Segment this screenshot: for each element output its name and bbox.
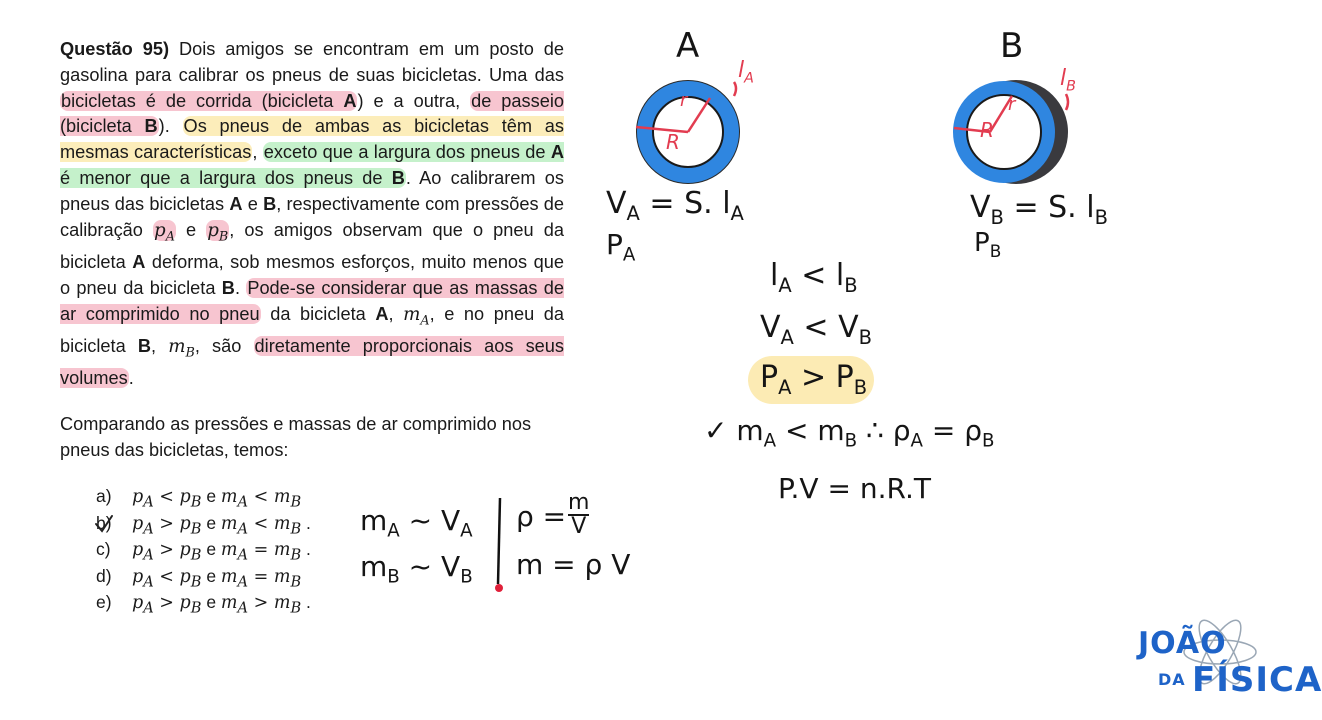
option-a[interactable]: a) $p_A < p_B$ e $m_A < m_B$ <box>96 486 302 511</box>
highlight-yellow: Os pneus de ambas as bicicletas têm as mesmas características <box>60 116 564 163</box>
step-volume: $V_A < V_B$ <box>760 310 872 349</box>
logo-line2: DA <box>1158 670 1186 689</box>
option-b[interactable]: b) $p_A > p_B$ e $m_A < m_B$ . <box>96 512 311 537</box>
option-c[interactable]: c) $p_A > p_B$ e $m_A = m_B$ . <box>96 539 311 564</box>
math-pA: $p_A$ <box>154 219 175 245</box>
question-label: Questão 95) <box>60 39 170 59</box>
divider-line <box>494 496 506 596</box>
answer-options <box>96 483 311 616</box>
checkmark-icon: ✓ <box>704 414 728 447</box>
volume-A-eq: $V_A = S$. $l_A$ <box>606 186 744 225</box>
mass-eq: m = ρ V <box>516 548 631 581</box>
step-mass-density: ✓ $m_A < m_B$ ∴ $\rho_A = \rho_B$ <box>704 414 995 452</box>
checkmark-icon <box>94 514 114 534</box>
highlight-green: exceto que a largura dos pneus de A é menor que a largura dos pneus de B <box>60 142 565 188</box>
radius-r-label: r <box>1008 94 1016 115</box>
radius-R-label: R <box>666 130 680 154</box>
volume-B-eq: $V_B = S$. $l_B$ <box>970 190 1108 229</box>
highlight-pink: de passeio (bicicleta B <box>60 90 564 137</box>
math-pB: $p_B$ <box>207 219 229 245</box>
logo-line3: FÍSICA <box>1192 660 1322 700</box>
tire-A-diagram <box>630 72 750 192</box>
width-lB-label: $l_B$ <box>1060 66 1076 95</box>
brand-logo <box>1130 622 1322 712</box>
step-width: $l_A < l_B$ <box>770 258 858 297</box>
question-prompt: Comparando as pressões e massas de ar comprimido nos pneus das bicicletas, temos: <box>60 414 532 460</box>
option-e[interactable]: e) $p_A > p_B$ e $m_A > m_B$ . <box>96 592 311 617</box>
width-lA-label: $l_A$ <box>738 58 754 87</box>
label-A: A <box>676 26 700 66</box>
pressure-B: $P_B$ <box>974 228 1002 262</box>
prop-mA-VA: $m_A$ ~ $V_A$ <box>360 504 473 542</box>
math-mB: $m_B$ <box>168 336 195 361</box>
radius-R-label: R <box>980 118 994 142</box>
label-B: B <box>1000 26 1024 66</box>
step-pressure: $P_A > P_B$ <box>760 360 868 399</box>
highlight-pink: diretamente proporcionais aos seus volumes <box>60 336 564 389</box>
question-text: Questão 95) Dois amigos se encontram em um posto de gasolina para calibrar os pneus de suas bicicletas. Uma das bicicletas é de corrida (bicicleta A) e a outra, de passeio (bicicleta B). Os pneus de ambas as bicicletas têm as mesmas características, exceto que a largura dos pneus de A é menor que a largura dos pneus de B. Ao calibrarem os pneus das bicicletas A e B, respectivamente com pressões de calibração $p_A$ e $p_B$, os amigos observam que o pneu da bicicleta A deforma, sob mesmos esforços, muito menos que o pneu da bicicleta B. Pode-se considerar que as massas de ar comprimido no pneu da bicicleta A, $m_A$, e no pneu da bicicleta B, $m_B$, são diretamente proporcionais aos seus volumes. <box>60 39 565 389</box>
highlight-pink: bicicletas é de corrida (bicicleta A <box>61 90 357 111</box>
option-d[interactable]: d) $p_A < p_B$ e $m_A = m_B$ <box>96 565 302 590</box>
logo-line1: JOÃO <box>1138 626 1227 661</box>
density-fraction: m V <box>568 490 590 539</box>
math-mA: $m_A$ <box>403 303 430 329</box>
prop-mB-VB: $m_B$ ~ $V_B$ <box>360 550 473 588</box>
pressure-A: $P_A$ <box>606 228 636 266</box>
ideal-gas-law: P.V = n.R.T <box>778 472 931 505</box>
highlight-pink: Pode-se considerar que as massas de ar comprimido no pneu <box>60 277 565 324</box>
density-eq: ρ = <box>516 500 567 533</box>
radius-r-label: r <box>680 90 688 111</box>
